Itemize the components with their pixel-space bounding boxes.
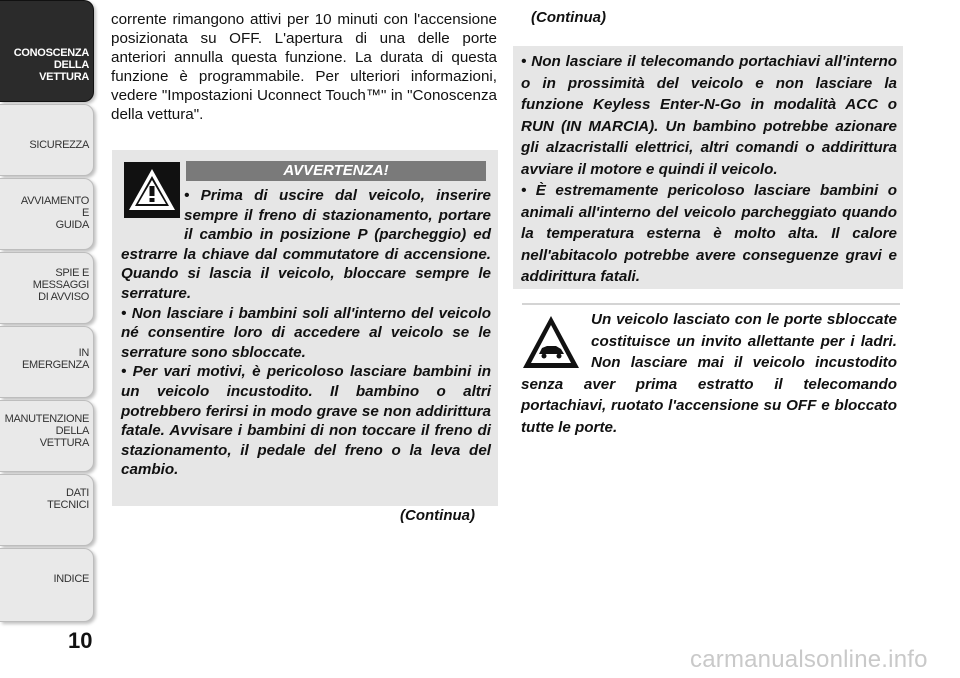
theft-note-text: Un veicolo lasciato con le porte sbloccate costituisce un invito allettante per i ladri. Non lasciare mai il veicolo incustodito senza aver prima estratto il telecomando portachiavi, ruotato l'accensione su OFF e bloccato tutte le porte. [521, 311, 897, 436]
tab-label-line: MANUTENZIONE [4, 413, 89, 425]
chapter-sidebar [0, 0, 98, 678]
warning-bullet: • Per vari motivi, è pericoloso lasciare bambini in un veicolo incustodito. Il bambino o altri potrebbero ferirsi in modo grave se non addirittura fatale. Avvisare i bambini di non toccare il freno di stazionamento, il pedale del freno o la leva del cambio. [121, 363, 491, 479]
tab-spie-e-messaggi[interactable] [0, 252, 94, 324]
tab-avviamento-e-guida[interactable] [0, 178, 94, 250]
tab-label-line: DELLA [53, 59, 89, 71]
tab-dati-tecnici[interactable] [0, 474, 94, 546]
continue-label: (Continua) [531, 9, 606, 26]
tab-conoscenza-della-vettura[interactable] [0, 0, 94, 102]
tab-indice[interactable] [0, 548, 94, 622]
continue-label: (Continua) [400, 507, 475, 524]
tab-label-line: SPIE E [55, 267, 89, 279]
tab-label-line: AVVIAMENTO [20, 195, 89, 207]
tab-label-line: SICUREZZA [29, 139, 89, 151]
tab-label-line: VETTURA [39, 71, 89, 83]
tab-label-line: MESSAGGI [32, 279, 89, 291]
tab-sicurezza[interactable] [0, 104, 94, 176]
warning-bullet: • Non lasciare il telecomando portachiavi all'interno o in prossimità del veicolo e non lasciare la funzione Keyless Enter-N-Go in modalità ACC o RUN (IN MARCIA). Un bambino potrebbe azionare gli alzacristalli elettrici, altri comandi o addirittura avviare il motore e quindi il veicolo. [521, 53, 897, 178]
warning-bullet: • È estremamente pericoloso lasciare bambini o animali all'interno del veicolo parcheggiato quando la temperatura esterna è molto alta. Il calore nell'abitacolo potrebbe avere conseguenze gravi e addirittura fatali. [521, 182, 897, 285]
tab-label-line: IN [78, 347, 89, 359]
warning-text [121, 186, 491, 480]
warning-bullet: • Non lasciare i bambini soli all'interno del veicolo né consentire loro di accedere al veicolo se le serrature sono sbloccate. [121, 304, 491, 361]
tab-label-line: EMERGENZA [22, 359, 89, 371]
divider [522, 303, 900, 305]
tab-label-line: GUIDA [55, 219, 89, 231]
tab-manutenzione-della-vettura[interactable] [0, 400, 94, 472]
page-number: 10 [68, 628, 93, 653]
theft-note [521, 309, 897, 439]
intro-paragraph: corrente rimangono attivi per 10 minuti con l'accensione posizionata su OFF. L'apertura di una delle porte anteriori annulla questa funzione. La durata di questa funzione è programmabile. Per ulteriori informazioni, vedere "Impostazioni Uconnect Touch™" in "Conoscenza della vettura". [111, 11, 497, 123]
warning-bullet: • Prima di uscire dal veicolo, inserire sempre il freno di stazionamento, portare il cambio in posizione P (parcheggio) ed estrarre la chiave dal commutatore di accensione. Quando si lascia il veicolo, bloccare sempre le serrature. [121, 187, 491, 302]
tab-label-line: DELLA [55, 425, 89, 437]
tab-label-line: VETTURA [39, 437, 89, 449]
tab-label-line: TECNICI [47, 499, 89, 511]
tab-label-line: E [81, 207, 89, 219]
tab-in-emergenza[interactable] [0, 326, 94, 398]
warning-header: AVVERTENZA! [186, 161, 486, 181]
tab-label-line: DI AVVISO [38, 291, 89, 303]
tab-label-line: CONOSCENZA [13, 47, 89, 59]
watermark: carmanualsonline.info [690, 646, 928, 673]
warning-text-continued [521, 51, 897, 288]
tab-label-line: INDICE [53, 573, 89, 585]
tab-label-line: DATI [65, 487, 89, 499]
